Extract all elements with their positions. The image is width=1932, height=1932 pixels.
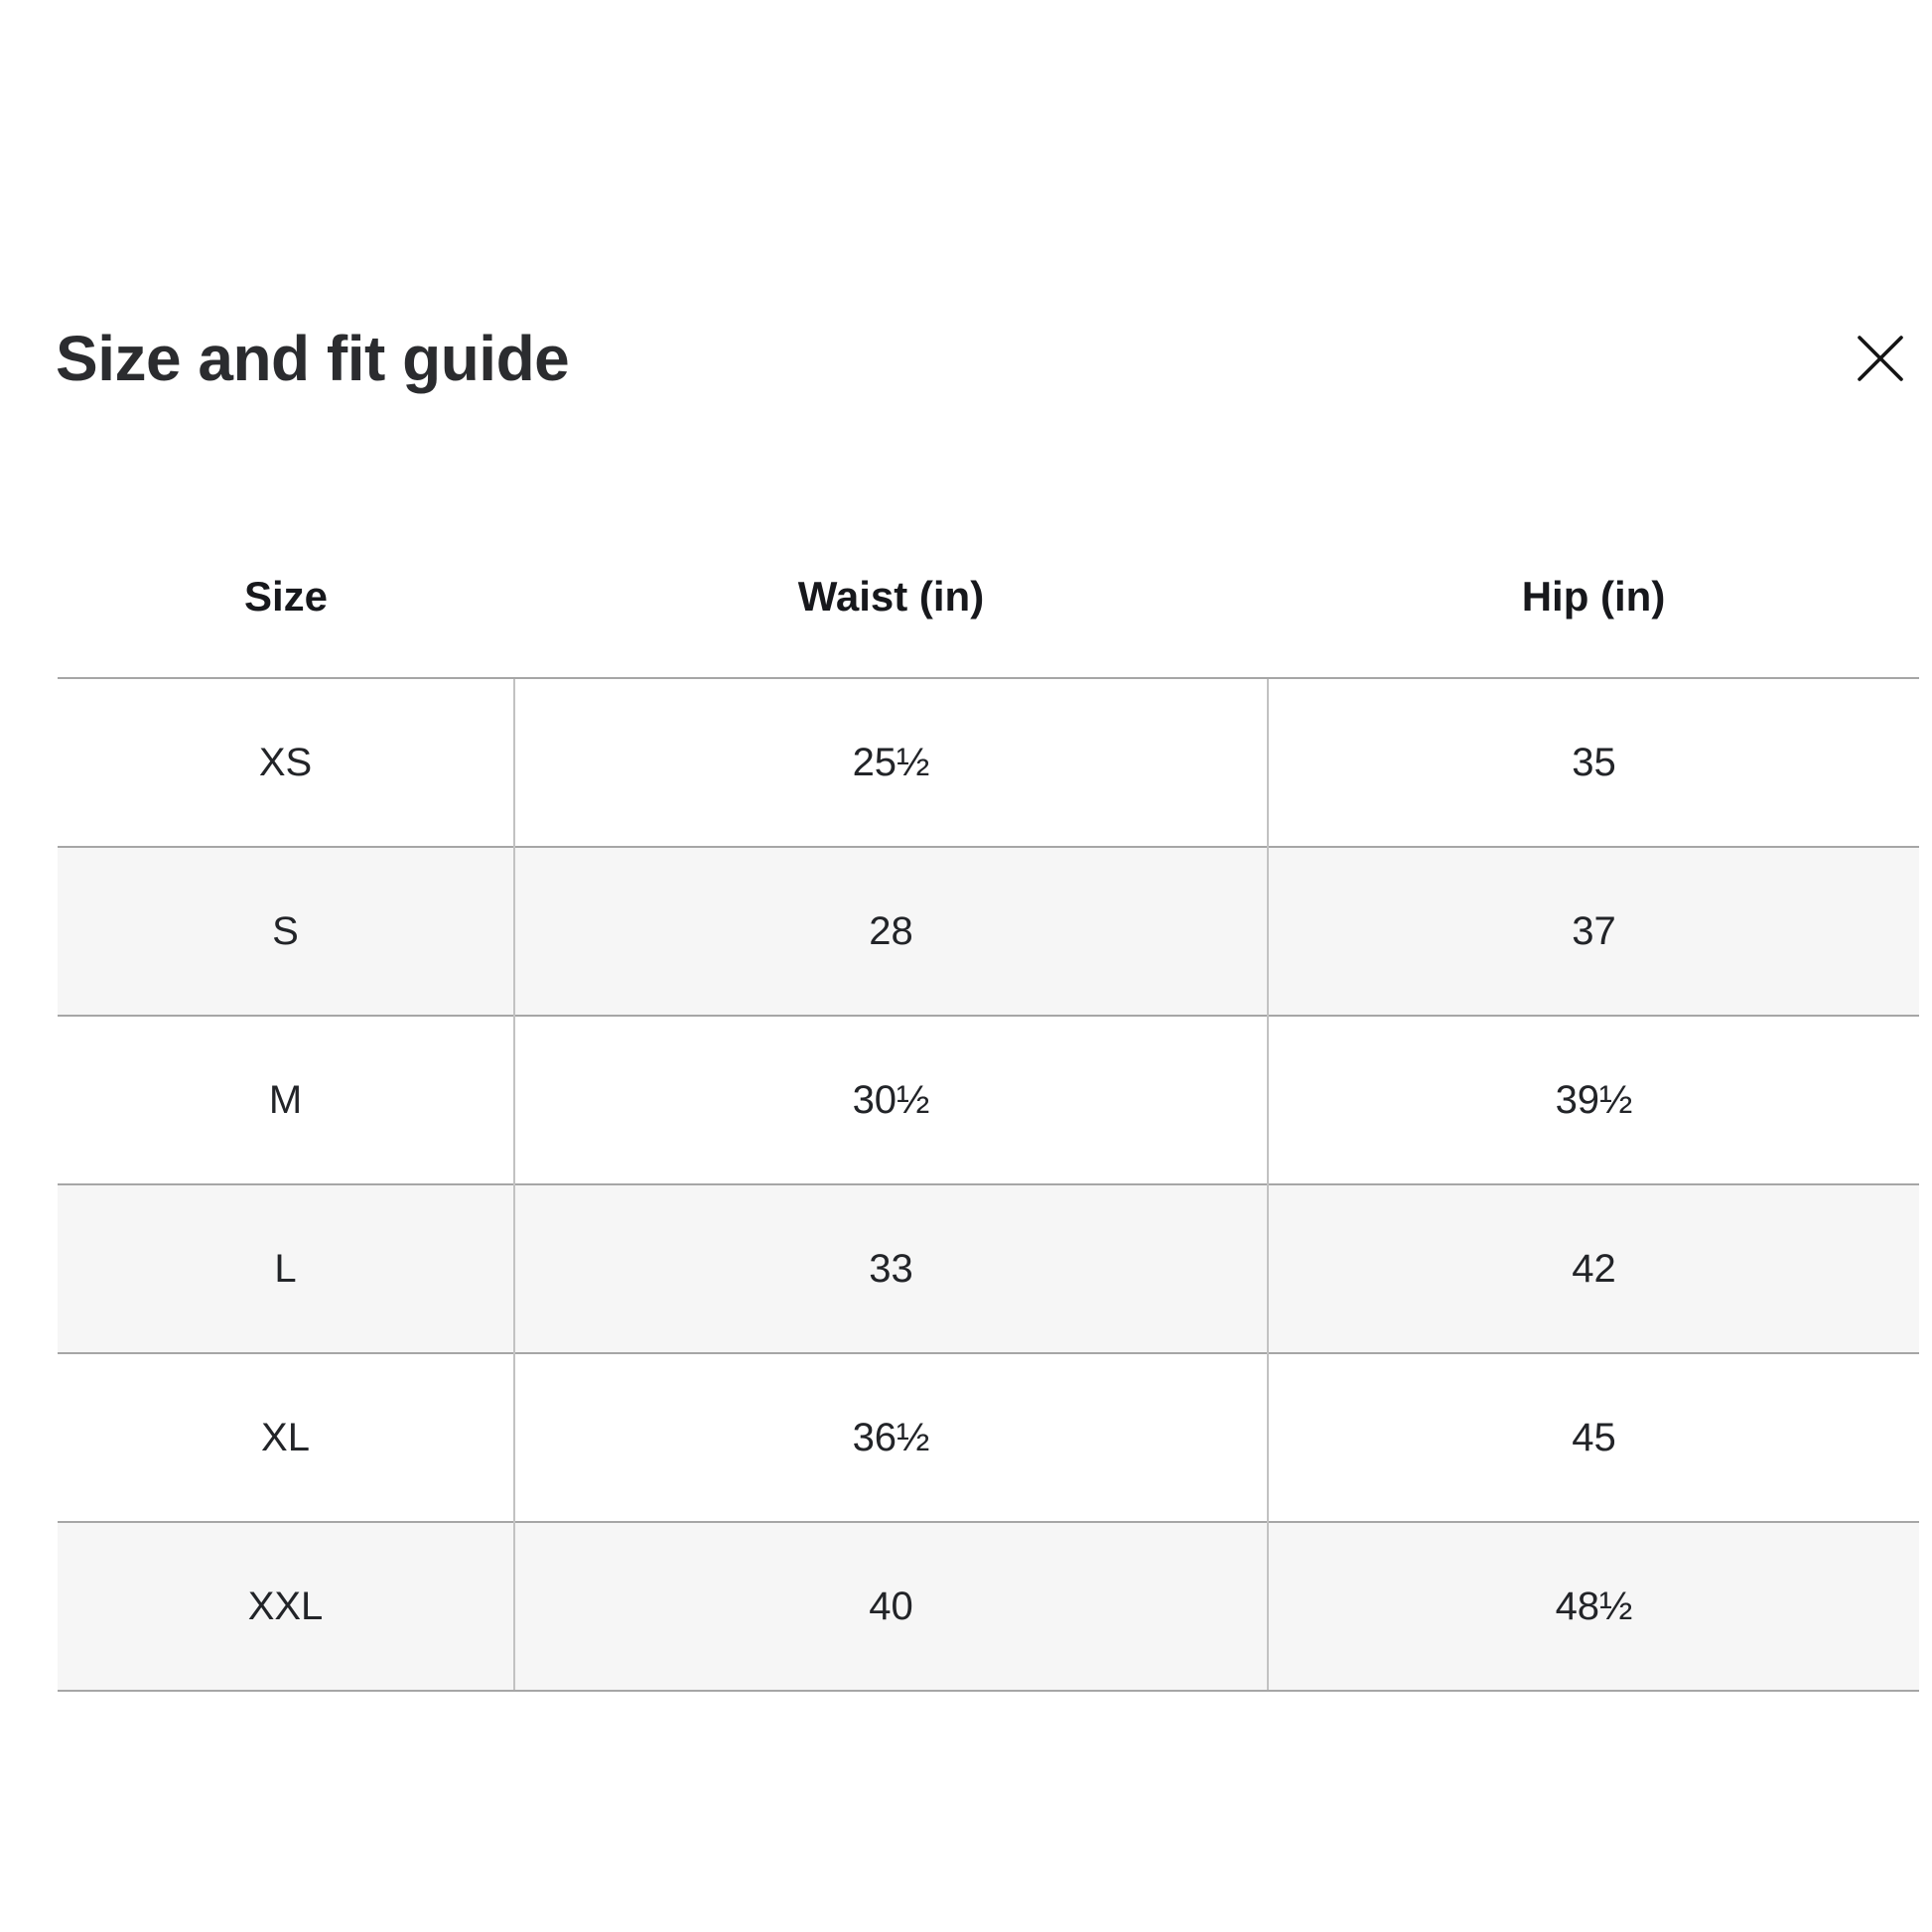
table-row <box>58 1016 1919 1184</box>
hip-cell: 35 <box>1268 678 1919 847</box>
table-row <box>58 1522 1919 1691</box>
waist-cell: 36½ <box>514 1353 1268 1522</box>
hip-cell: 42 <box>1268 1184 1919 1353</box>
waist-cell: 40 <box>514 1522 1268 1691</box>
size-cell: XS <box>58 678 514 847</box>
waist-cell: 25½ <box>514 678 1268 847</box>
column-header-size: Size <box>243 573 329 620</box>
size-chart-table <box>58 516 1919 1692</box>
page-title: Size and fit guide <box>56 323 570 394</box>
column-header-hip: Hip (in) <box>1521 573 1666 620</box>
table-row <box>58 1184 1919 1353</box>
size-cell: S <box>58 847 514 1016</box>
hip-cell: 45 <box>1268 1353 1919 1522</box>
hip-cell: 39½ <box>1268 1016 1919 1184</box>
hip-cell: 48½ <box>1268 1522 1919 1691</box>
waist-cell: 28 <box>514 847 1268 1016</box>
size-cell: L <box>58 1184 514 1353</box>
size-cell: XL <box>58 1353 514 1522</box>
size-cell: M <box>58 1016 514 1184</box>
close-button[interactable] <box>1851 329 1910 388</box>
size-cell: XXL <box>58 1522 514 1691</box>
hip-cell: 37 <box>1268 847 1919 1016</box>
column-header-waist: Waist (in) <box>797 573 985 620</box>
close-icon <box>1854 332 1907 385</box>
table-row <box>58 1353 1919 1522</box>
table-row <box>58 847 1919 1016</box>
waist-cell: 30½ <box>514 1016 1268 1184</box>
waist-cell: 33 <box>514 1184 1268 1353</box>
table-header-row <box>58 516 1919 678</box>
table-row <box>58 678 1919 847</box>
